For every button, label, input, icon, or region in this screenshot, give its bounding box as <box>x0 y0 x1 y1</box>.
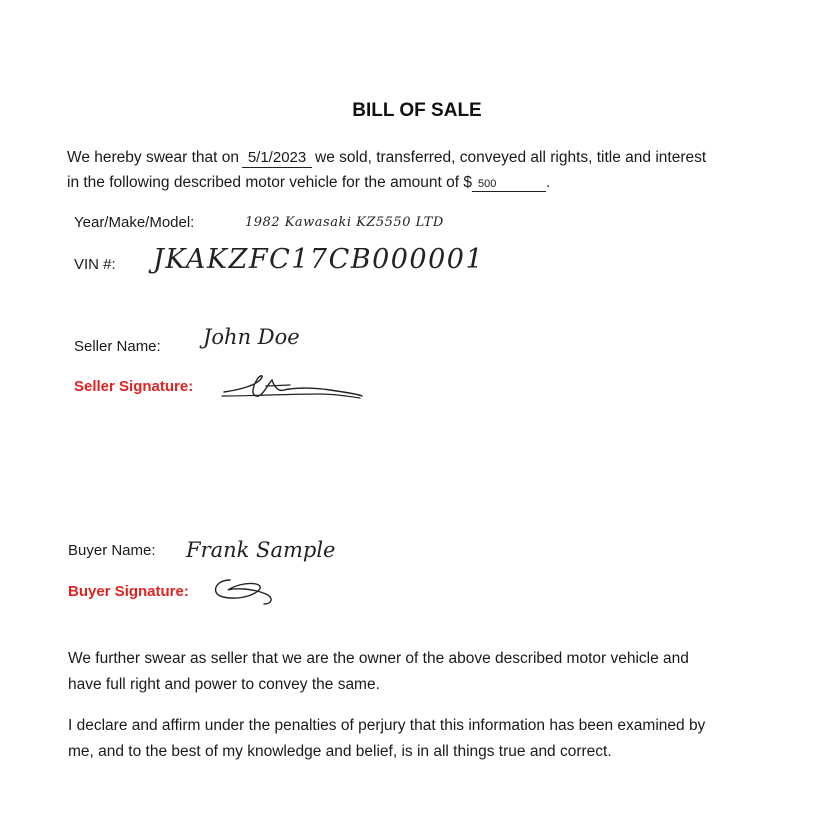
declaration-1-line-2: have full right and power to convey the same. <box>68 676 380 693</box>
seller-signature-label: Seller Signature: <box>74 378 194 395</box>
buyer-signature-label: Buyer Signature: <box>68 583 189 600</box>
vin-value: JKAKZFC17CB000001 <box>153 244 485 275</box>
document-title: BILL OF SALE <box>352 100 482 121</box>
sale-date-field: 5/1/2023 <box>242 149 312 168</box>
sale-amount-field: 500 <box>472 177 546 192</box>
intro-text-3: in the following described motor vehicle for the amount of $ <box>67 174 472 191</box>
seller-name-label: Seller Name: <box>74 338 161 355</box>
model-value: 1982 Kawasaki KZ5550 LTD <box>245 215 444 230</box>
buyer-signature-mark <box>212 574 278 606</box>
seller-name-value: John Doe <box>203 325 300 349</box>
model-label: Year/Make/Model: <box>74 214 195 231</box>
intro-text-end: . <box>545 174 551 191</box>
vin-label: VIN #: <box>74 256 116 273</box>
seller-signature-mark <box>220 372 365 404</box>
declaration-1-line-1: We further swear as seller that we are the owner of the above described motor vehicle and <box>68 650 689 667</box>
intro-line-2 <box>67 170 550 196</box>
intro-text-2: we sold, transferred, conveyed all rights, title and interest <box>315 149 707 166</box>
declaration-2-line-2: me, and to the best of my knowledge and belief, is in all things true and correct. <box>68 743 612 760</box>
intro-text-1: We hereby swear that on <box>67 149 240 166</box>
intro-line-1 <box>67 145 706 171</box>
buyer-name-value: Frank Sample <box>186 538 336 562</box>
buyer-name-label: Buyer Name: <box>68 542 156 559</box>
declaration-2-line-1: I declare and affirm under the penalties of perjury that this information has been examined by <box>68 717 706 734</box>
